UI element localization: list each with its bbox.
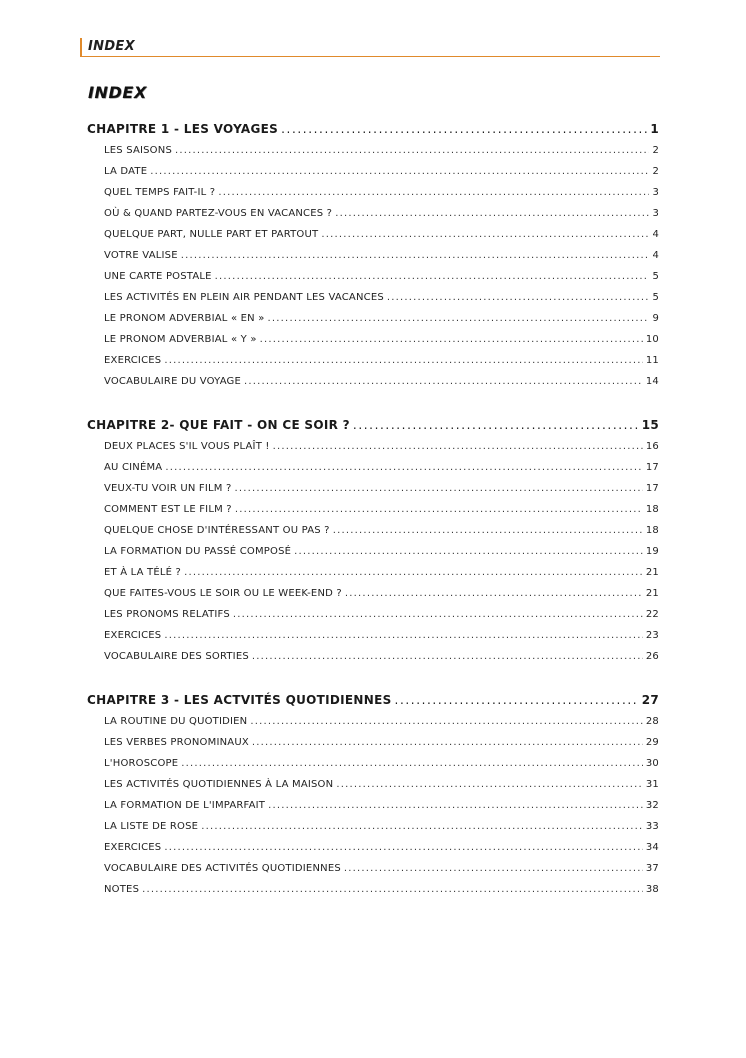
- toc-entry[interactable]: [87, 266, 659, 287]
- toc-entry[interactable]: [87, 350, 659, 371]
- entry-title: OÙ & QUAND PARTEZ-VOUS EN VACANCES ?: [104, 208, 333, 219]
- chapter-2: [87, 415, 659, 667]
- entry-page-number: 9: [652, 313, 659, 324]
- entry-title: LES ACTIVITÉS QUOTIDIENNES À LA MAISON: [104, 779, 334, 790]
- entry-page-number: 23: [645, 630, 659, 641]
- entry-title: LE PRONOM ADVERBIAL « EN »: [104, 313, 265, 324]
- entry-page-number: 3: [652, 187, 659, 198]
- entry-page-number: 17: [645, 483, 659, 494]
- entry-title: LES SAISONS: [104, 145, 172, 156]
- entry-title: VOCABULAIRE DES ACTIVITÉS QUOTIDIENNES: [104, 863, 341, 874]
- entry-title: DEUX PLACES S'IL VOUS PLAÎT !: [104, 441, 270, 452]
- entry-title: ET À LA TÉLÉ ?: [104, 567, 182, 578]
- chapter-page-number: 15: [641, 418, 659, 432]
- toc-entry[interactable]: [87, 816, 659, 837]
- running-header: [80, 38, 660, 57]
- toc-entry[interactable]: [87, 562, 659, 583]
- entry-page-number: 21: [645, 588, 659, 599]
- entry-title: LES VERBES PRONOMINAUX: [104, 737, 249, 748]
- toc-chapter-entry[interactable]: [87, 690, 659, 711]
- chapter-page-number: 1: [650, 122, 659, 136]
- toc-entry[interactable]: [87, 329, 659, 350]
- entry-title: QUELQUE PART, NULLE PART ET PARTOUT: [104, 229, 319, 240]
- entry-title: EXERCICES: [104, 355, 162, 366]
- entry-page-number: 26: [645, 651, 659, 662]
- toc-entry[interactable]: [87, 245, 659, 266]
- chapter-page-number: 27: [641, 693, 659, 707]
- entry-page-number: 2: [652, 166, 659, 177]
- entry-title: QUELQUE CHOSE D'INTÉRESSANT OU PAS ?: [104, 525, 330, 536]
- entry-page-number: 17: [645, 462, 659, 473]
- toc-entry[interactable]: [87, 182, 659, 203]
- entry-title: VOTRE VALISE: [104, 250, 178, 261]
- toc-entry[interactable]: [87, 583, 659, 604]
- toc-chapter-entry[interactable]: [87, 119, 659, 140]
- entry-title: LE PRONOM ADVERBIAL « Y »: [104, 334, 257, 345]
- chapter-3: [87, 690, 659, 900]
- entry-page-number: 4: [652, 229, 659, 240]
- toc-entry[interactable]: [87, 457, 659, 478]
- entry-page-number: 14: [645, 376, 659, 387]
- entry-page-number: 5: [652, 271, 659, 282]
- entry-title: QUEL TEMPS FAIT-IL ?: [104, 187, 216, 198]
- toc-entry[interactable]: [87, 795, 659, 816]
- toc-chapter-entry[interactable]: [87, 415, 659, 436]
- page-title: INDEX: [88, 83, 147, 102]
- entry-page-number: 3: [652, 208, 659, 219]
- entry-title: EXERCICES: [104, 842, 162, 853]
- entry-page-number: 31: [645, 779, 659, 790]
- entry-title: COMMENT EST LE FILM ?: [104, 504, 232, 515]
- entry-title: VOCABULAIRE DES SORTIES: [104, 651, 249, 662]
- entry-title: UNE CARTE POSTALE: [104, 271, 212, 282]
- entry-page-number: 4: [652, 250, 659, 261]
- entry-title: QUE FAITES-VOUS LE SOIR OU LE WEEK-END ?: [104, 588, 342, 599]
- running-header-title: INDEX: [88, 39, 135, 54]
- entry-page-number: 18: [645, 525, 659, 536]
- toc-entry[interactable]: [87, 858, 659, 879]
- toc-entry[interactable]: [87, 625, 659, 646]
- toc-entry[interactable]: [87, 541, 659, 562]
- entry-title: AU CINÉMA: [104, 462, 163, 473]
- entry-title: EXERCICES: [104, 630, 162, 641]
- entry-title: VEUX-TU VOIR UN FILM ?: [104, 483, 232, 494]
- toc-entry[interactable]: [87, 646, 659, 667]
- entry-title: LA LISTE DE ROSE: [104, 821, 199, 832]
- entry-page-number: 2: [652, 145, 659, 156]
- entry-page-number: 16: [645, 441, 659, 452]
- entry-title: NOTES: [104, 884, 140, 895]
- toc-entry[interactable]: [87, 224, 659, 245]
- toc-entry[interactable]: [87, 774, 659, 795]
- toc-entry[interactable]: [87, 203, 659, 224]
- toc-entry[interactable]: [87, 161, 659, 182]
- entry-page-number: 29: [645, 737, 659, 748]
- entry-title: VOCABULAIRE DU VOYAGE: [104, 376, 242, 387]
- entry-title: LA FORMATION DU PASSÉ COMPOSÉ: [104, 546, 292, 557]
- entry-page-number: 19: [645, 546, 659, 557]
- toc-entry[interactable]: [87, 837, 659, 858]
- toc-entry[interactable]: [87, 287, 659, 308]
- entry-title: LA DATE: [104, 166, 148, 177]
- entry-page-number: 5: [652, 292, 659, 303]
- entry-title: LA ROUTINE DU QUOTIDIEN: [104, 716, 248, 727]
- entry-page-number: 10: [645, 334, 659, 345]
- chapter-title: CHAPITRE 3 - LES ACTVITÉS QUOTIDIENNES: [87, 693, 392, 707]
- entry-page-number: 21: [645, 567, 659, 578]
- entry-page-number: 34: [645, 842, 659, 853]
- toc-entry[interactable]: [87, 711, 659, 732]
- toc-entry[interactable]: [87, 478, 659, 499]
- entry-title: L'HOROSCOPE: [104, 758, 179, 769]
- toc-entry[interactable]: [87, 520, 659, 541]
- entry-title: LES PRONOMS RELATIFS: [104, 609, 230, 620]
- toc-entry[interactable]: [87, 499, 659, 520]
- chapter-1: [87, 119, 659, 392]
- entry-page-number: 37: [645, 863, 659, 874]
- entry-title: LES ACTIVITÉS EN PLEIN AIR PENDANT LES VACANCES: [104, 292, 384, 303]
- toc-entry[interactable]: [87, 732, 659, 753]
- entry-title: LA FORMATION DE L'IMPARFAIT: [104, 800, 266, 811]
- entry-page-number: 33: [645, 821, 659, 832]
- entry-page-number: 22: [645, 609, 659, 620]
- toc-entry[interactable]: [87, 604, 659, 625]
- chapter-title: CHAPITRE 1 - LES VOYAGES: [87, 122, 279, 136]
- entry-page-number: 18: [645, 504, 659, 515]
- toc-entry[interactable]: [87, 753, 659, 774]
- toc-entry[interactable]: [87, 308, 659, 329]
- entry-page-number: 32: [645, 800, 659, 811]
- toc-entry[interactable]: [87, 436, 659, 457]
- chapter-title: CHAPITRE 2- QUE FAIT - ON CE SOIR ?: [87, 418, 350, 432]
- entry-page-number: 28: [645, 716, 659, 727]
- entry-page-number: 38: [645, 884, 659, 895]
- toc-entry[interactable]: [87, 371, 659, 392]
- toc-entry[interactable]: [87, 140, 659, 161]
- entry-page-number: 11: [645, 355, 659, 366]
- toc-entry[interactable]: [87, 879, 659, 900]
- entry-page-number: 30: [645, 758, 659, 769]
